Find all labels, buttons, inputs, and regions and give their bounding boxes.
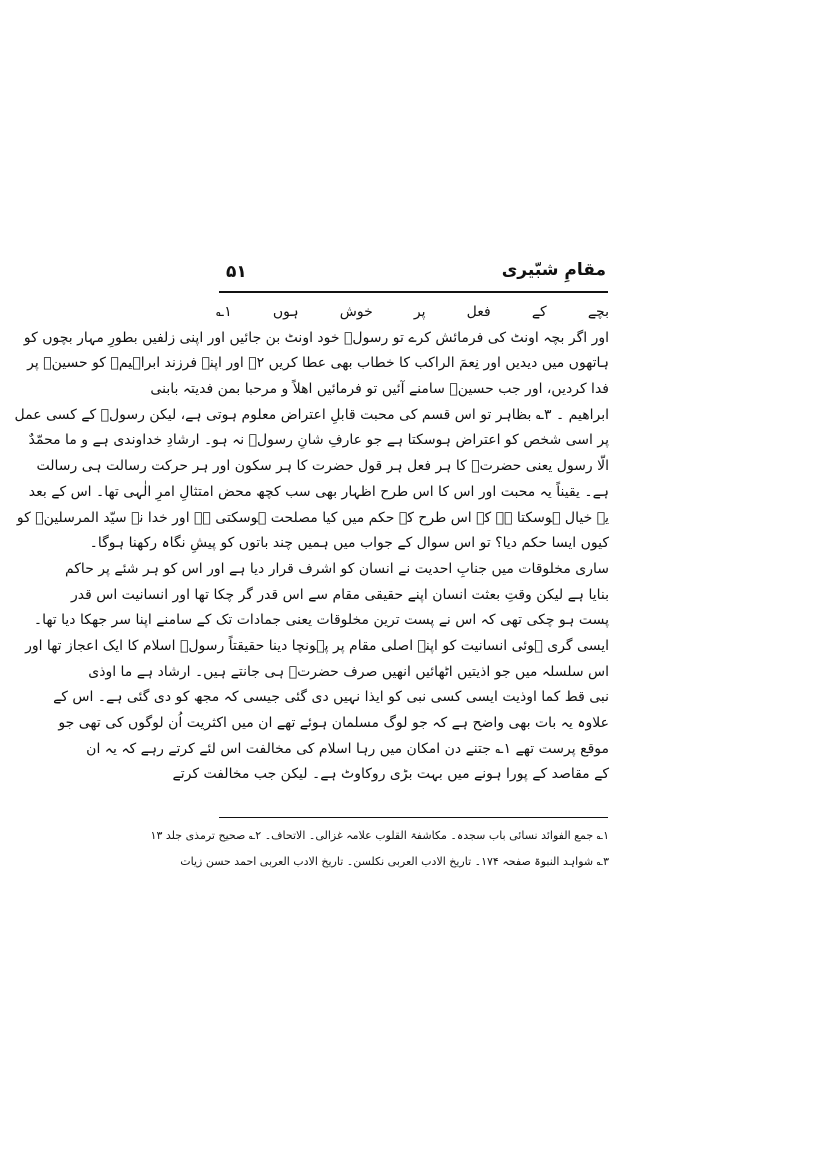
text-line: بنایا ہے لیکن وقتِ بعثت انسان اپنے حقیقی مقام سے اس قدر گر چکا تھا اور انسانیت اس قدر	[71, 586, 609, 603]
text-line: اور اگر بچہ اونٹ کی فرمائش کرے تو رسولؐ خود اونٹ بن جائیں اور اپنی زلفیں بطورِ مہار بچوں کو	[23, 329, 609, 346]
text-line: کیوں ایسا حکم دیا؟ تو اس سوال کے جواب میں ہمیں چند باتوں کو پیشِ نگاہ رکھنا ہوگا۔	[89, 535, 609, 552]
text-line: ہاتھوں میں دیدیں اور نِعمَ الراکب کا خطاب بھی عطا کریں ۲؎ اور اپنے فرزند ابراہیمؑ کو حسینؑ پر	[27, 355, 609, 372]
page-title: مقامِ شبّیری	[501, 260, 606, 280]
footnote-rule	[219, 817, 608, 818]
footnote: ۳؎ شواہد النبوۃ صفحہ ۱۷۴۔ تاریخ الادب العربی نکلسن۔ تاریخ الادب العربی احمد حسن زیات	[180, 855, 609, 868]
text-line: موقع پرست تھے ۱؎ جتنے دن امکان میں رہا اسلام کی مخالفت اس لئے کرتے رہے کہ یہ ان	[86, 740, 609, 757]
text-line: ایسی گری ہوئی انسانیت کو اپنے اصلی مقام پر پہونچا دینا حقیقتاً رسولؐ اسلام کا ایک اعجاز تھا اور	[25, 637, 609, 654]
text-line: پست ہو چکی تھی کہ اس نے پست ترین مخلوقات یعنی جمادات تک کے سامنے اپنا سر جھکا دیا تھا۔	[33, 612, 609, 629]
paragraph	[14, 300, 609, 557]
text-line: نبی قط کما اوذیت ایسی کسی نبی کو ایذا نہیں دی گئی جیسی کہ مجھ کو دی گئی ہے۔ اس کے	[53, 689, 609, 706]
text-line: فدا کردیں، اور جب حسینؑ سامنے آئیں تو فرمائیں اھلاً و مرحبا بمن فدیتہ بابنی	[150, 381, 609, 398]
footnotes	[150, 823, 609, 875]
text-line: ابراھیم ۔ ۳؎ بظاہر تو اس قسم کی محبت قابلِ اعتراض معلوم ہوتی ہے، لیکن رسولؐ کے کسی عمل	[14, 406, 609, 423]
header-rule	[219, 291, 608, 293]
paragraph	[25, 557, 609, 788]
text-line: بچے کے فعل پر خوش ہوں ۱؎	[216, 304, 609, 320]
text-line: اس سلسلہ میں جو اذیتیں اٹھائیں انھیں صرف حضرتؐ ہی جانتے ہیں۔ ارشاد ہے ما اوذی	[88, 663, 609, 680]
text-line: یہ خیال ہوسکتا ہے کہ اس طرح کے حکم میں کیا مصلحت ہوسکتی ہے اور خدا نے سیّد المرسلینؐ کو	[16, 509, 609, 526]
text-line: کے مقاصد کے پورا ہونے میں بہت بڑی روکاوٹ ہے۔ لیکن جب مخالفت کرتے	[172, 766, 609, 783]
page-number: ۵۱	[226, 262, 247, 282]
text-line: الّا رسول یعنی حضرتؐ کا ہر فعل ہر قول حضرت کا ہر سکون اور ہر حرکت رسالت ہی رسالت	[36, 458, 609, 475]
footnote: ۱؎ جمع الفوائد نسائی باب سجدہ۔ مکاشفۃ القلوب علامہ غزالی۔ الاتحاف۔ ۲؎ صحیح ترمذی جلد ۱۳	[150, 829, 609, 842]
body-text	[14, 300, 609, 788]
text-line: ہے۔ یقیناً یہ محبت اور اس کا اس طرح اظہار بھی سب کچھ محض امتثالِ امرِ الٰہی تھا۔ اس کے بعد	[28, 483, 609, 500]
text-line: ساری مخلوقات میں جنابِ احدیت نے انسان کو اشرف قرار دیا ہے اور اس کو ہر شئے پر حاکم	[64, 560, 609, 577]
text-line: پر اسی شخص کو اعتراض ہوسکتا ہے جو عارفِ شانِ رسولؐ نہ ہو۔ ارشادِ خداوندی ہے و ما محمّدٌ	[28, 432, 609, 449]
text-line: علاوہ یہ بات بھی واضح ہے کہ جو لوگ مسلمان ہوئے تھے ان میں اکثریت اُن لوگوں کی تھی جو	[58, 715, 609, 731]
